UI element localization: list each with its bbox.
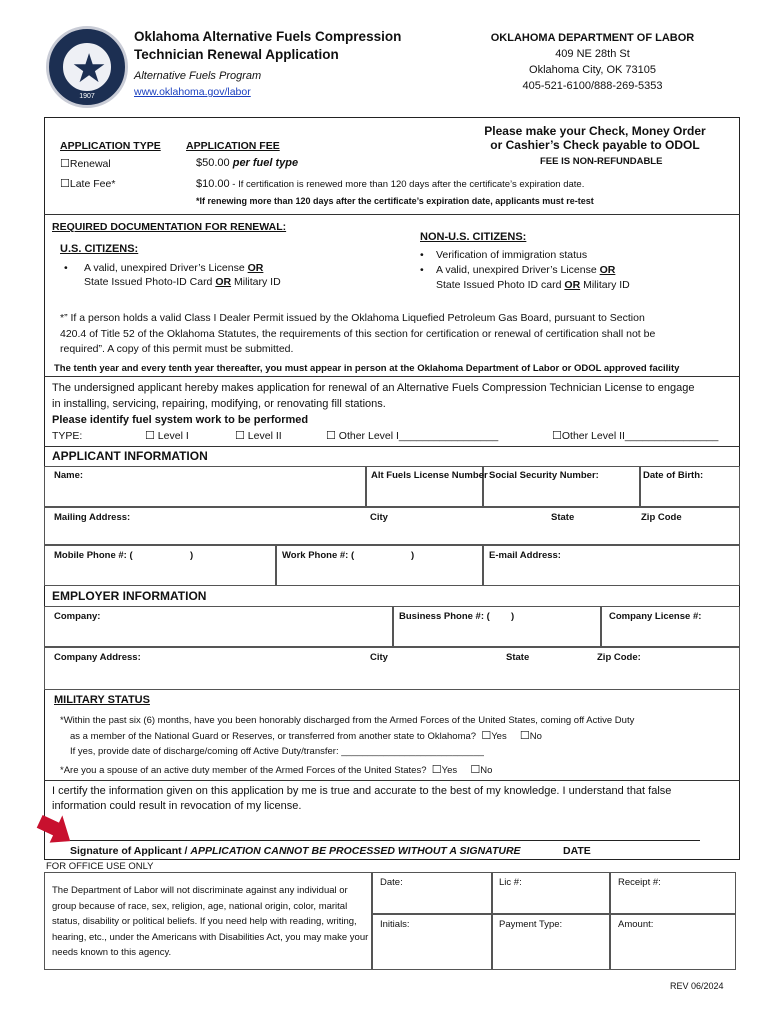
other-level-1-option[interactable]: ☐ Other Level I_________________ [326,429,499,442]
renewal-option[interactable]: ☐Renewal [60,157,111,170]
checkbox-icon[interactable]: ☐ [519,729,530,742]
company-city-label: City [370,652,388,663]
application-type-heading: APPLICATION TYPE [60,140,161,152]
late-fee-option[interactable]: ☐Late Fee* [60,177,116,190]
renewal-fee: $50.00 per fuel type [196,157,299,169]
name-label: Name: [54,470,84,481]
level-1-option[interactable]: ☐ Level I [145,429,189,442]
mobile-phone-label: Mobile Phone #: ( [54,550,133,561]
state-label: State [551,512,575,523]
seal-year: 1907 [79,93,95,100]
fuel-system-heading: Please identify fuel system work to be performed [52,414,309,426]
work-phone-label: Work Phone #: ( [282,550,355,561]
zip-label: Zip Code [641,512,682,523]
non-us-document-items: • Verification of immigration status • A valid, unexpired Driver’s License OR State Issued Photo ID card OR Military ID [420,249,630,291]
checkbox-icon[interactable]: ☐ [60,157,70,170]
website-link[interactable]: www.oklahoma.gov/labor [134,86,251,98]
business-phone-label: Business Phone #: ( [399,611,490,622]
office-use-heading: FOR OFFICE USE ONLY [46,861,154,872]
checkbox-icon[interactable]: ☐ [431,763,442,776]
non-us-citizens-heading: NON-U.S. CITIZENS: [420,231,527,243]
us-citizens-heading: U.S. CITIZENS: [60,243,139,255]
late-fee: $10.00 - If certification is renewed more than 120 days after the certificate’s expiration date. [196,178,585,190]
name-field[interactable] [44,466,366,507]
office-amount-label: Amount: [618,919,654,930]
state-seal [46,26,128,108]
dept-address: OKLAHOMA DEPARTMENT OF LABOR 409 NE 28th St Oklahoma City, OK 73105 405-521-6100/888-269-5353 [490,32,695,92]
checkbox-icon[interactable]: ☐ [481,729,492,742]
certification-statement: I certify the information given on this application by me is true and accurate to the best of my knowledge. I understand that false information could result in revocation of my license. [52,785,672,812]
office-date-label: Date: [380,877,403,888]
nondiscrimination-notice: The Department of Labor will not discriminate against any individual or group because of race, sex, religion, age, national origin, color, marital status, disability or political beliefs. If you need help with reading, writing, hearing, etc., under the Americans with Disabilities Act, you may make your needs known to this agency. [52,885,369,958]
mobile-phone-paren: ) [190,550,194,561]
nonrefundable-note: FEE IS NON-REFUNDABLE [540,156,663,167]
company-zip-label: Zip Code: [597,652,641,663]
checkbox-icon[interactable]: ☐ [235,429,245,442]
application-statement: The undersigned applicant hereby makes application for renewal of an Alternative Fuels Compression Technician License to engage in installing, servicing, repairing, modifying, or renovating fill stations. [52,382,695,410]
military-discharge-question: *Within the past six (6) months, have you been honorably discharged from the Armed Forces of the United States, coming off Active Duty as a member of the National Guard or Reserves, or transferred from another state to Oklahoma? ☐Yes ☐No If yes, provide date of discharge/coming off Active Duty/transfer: ___________________________ [60,715,635,757]
company-state-label: State [506,652,530,663]
office-payment-type-label: Payment Type: [499,919,563,930]
checkbox-icon[interactable]: ☐ [326,429,336,442]
mailing-address-field[interactable] [44,507,740,545]
checkbox-icon[interactable]: ☐ [60,177,70,190]
office-initials-label: Initials: [380,919,410,930]
application-fee-heading: APPLICATION FEE [186,140,280,152]
us-document-item: • A valid, unexpired Driver’s License OR State Issued Photo-ID Card OR Military ID [64,262,281,288]
checkbox-icon[interactable]: ☐ [145,429,155,442]
license-number-label: Alt Fuels License Number [371,470,488,481]
tenth-year-note: The tenth year and every tenth year thereafter, you must appear in person at the Oklahoma Department of Labor or ODOL approved facility [54,363,680,374]
military-status-heading: MILITARY STATUS [54,694,150,706]
military-spouse-question: *Are you a spouse of an active duty member of the Armed Forces of the United States? ☐Yes ☐No [60,763,493,776]
divider [44,214,740,215]
form-title: Oklahoma Alternative Fuels Compression Technician Renewal Application [134,29,402,62]
program-name: Alternative Fuels Program [134,70,262,82]
retest-note: *If renewing more than 120 days after the certificate’s expiration date, applicants must re-test [196,196,594,206]
type-label: TYPE: [52,430,83,442]
other-level-2-option[interactable]: ☐Other Level II________________ [552,429,719,442]
signature-date-label: DATE [563,845,591,857]
work-phone-paren: ) [411,550,415,561]
signature-label: Signature of Applicant / APPLICATION CANNOT BE PROCESSED WITHOUT A SIGNATURE [70,845,521,857]
ssn-label: Social Security Number: [489,470,599,481]
payment-instructions: Please make your Check, Money Order or Cashier’s Check payable to ODOL [484,124,706,152]
documentation-heading: REQUIRED DOCUMENTATION FOR RENEWAL: [52,221,287,233]
revision-date: REV 06/2024 [670,981,724,991]
office-lic-label: Lic #: [499,877,522,888]
signature-line[interactable] [70,840,700,841]
company-label: Company: [54,611,101,622]
employer-info-heading: EMPLOYER INFORMATION [52,589,207,603]
divider [44,780,740,781]
company-address-label: Company Address: [54,652,141,663]
dob-label: Date of Birth: [643,470,704,481]
business-phone-paren: ) [511,611,515,622]
company-license-label: Company License #: [609,611,702,622]
checkbox-icon[interactable]: ☐ [470,763,481,776]
level-2-option[interactable]: ☐ Level II [235,429,282,442]
city-label: City [370,512,388,523]
office-receipt-label: Receipt #: [618,877,661,888]
star-icon: ★ [71,46,107,92]
email-label: E-mail Address: [489,550,561,561]
checkbox-icon[interactable]: ☐ [552,429,562,442]
divider [44,376,740,377]
lp-gas-permit-note: *” If a person holds a valid Class I Dealer Permit issued by the Oklahoma Liquefied Petroleum Gas Board, pursuant to Section 420.4 of Title 52 of the Oklahoma Statutes, the requirements of this section for certification or renewal of certification shall not be required”. A copy of this permit must be submitted. [60,312,656,355]
applicant-info-heading: APPLICANT INFORMATION [44,446,740,466]
mailing-address-label: Mailing Address: [54,512,131,523]
